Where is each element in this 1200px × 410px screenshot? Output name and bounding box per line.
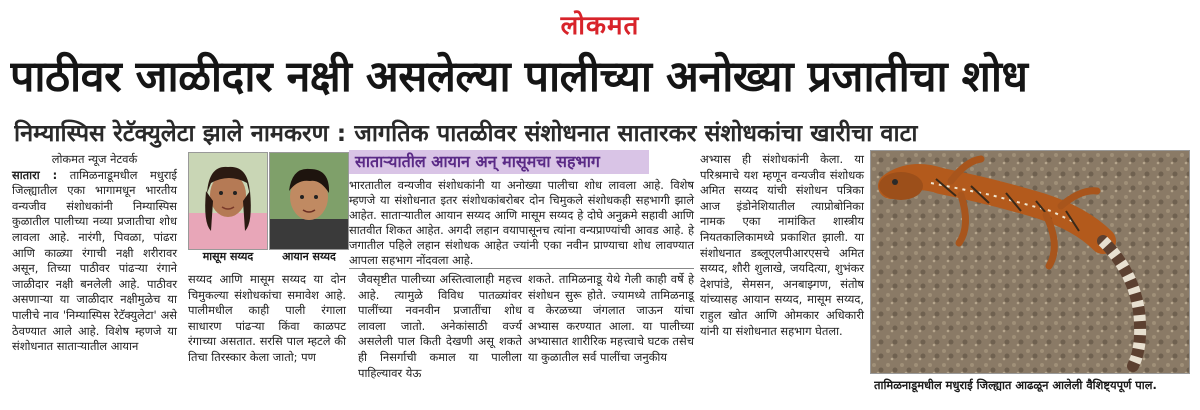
- article-column-5: अभ्यास ही संशोधकांनी केला. या परिश्रमाचे यश म्हणून वन्यजीव संशोधक अमित सय्यद यांची संशोधन पत्रिका आज इंडोनेशियातील त्याप्रोबोनिका नामक एका नामांकित शास्त्रीय नियतकालिकामध्ये प्रकाशित झाली. या संशोधनात डब्लूएलपीआरएसचे अमित सय्यद, शौरी शुलाखे, जयदित्या, शुभंकर देशपांडे, सेमसन, अनबाझ्गण, संतोष यांच्यासह आयान सय्यद, मासूम सय्यद, राहुल खोत आणि ओमकार अधिकारी यांनी या संशोधनात सहभाग घेतला.: [700, 152, 864, 338]
- photo-caption-masum: मासूम सय्यद: [202, 250, 254, 263]
- article-column-2: सय्यद आणि मासूम सय्यद या दोन चिमुकल्या संशोधकांचा समावेश आहे. पालीमधील काही पाली रंगाला साधारण पांढऱ्या किंवा काळपट रंगाच्या असतात. सरसि पाल म्हटले की तिचा तिरस्कार केला जातो; पण: [188, 272, 346, 364]
- masthead-logo: [0, 6, 1200, 42]
- portrait-masum-photo: [188, 152, 268, 250]
- sidebar-text: भारतातील वन्यजीव संशोधकांनी या अनोख्या पालीचा शोध लावला आहे. विशेष म्हणजे या संशोधनात इतर संशोधकांबरोबर दोन चिमुकले संशोधकही सहभागी झाले आहेत. साताऱ्यातील आयान सय्यद आणि मासूम सय्यद हे दोघे अनुक्रमे सहावी आणि सातवीत शिकत आहेत. अगदी लहान वयापासूनच त्यांना वन्यप्राण्यांची आवड आहे. हे जगातील पहिले लहान संशोधक आहेत ज्यांनी एका नवीन प्राण्याचा शोध लावण्यात आपला सहभाग नोंदवला आहे.: [349, 178, 694, 267]
- article-column-4: शकते. तामिळनाडू येथे गेली काही वर्षे हे संशोधन सुरू होते. ज्यामध्ये तामिळनाडू व केरळच्या जंगलात जाऊन यांचा अभ्यास करण्यात आला. या पालीच्या अभ्यासात शारीरिक महत्त्वाचे घटक तसेच या कुळातील सर्व पालींचा जनुकीय: [528, 272, 694, 364]
- headline: पाठीवर जाळीदार नक्षी असलेल्या पालीच्या अनोख्या प्रजातीचा शोध: [10, 52, 1028, 102]
- article-column-1: [12, 152, 177, 355]
- gecko-photo-caption: तामिळनाडूमधील मधुराई जिल्ह्यात आढळून आलेली वैशिष्ट्यपूर्ण पाल.: [874, 378, 1157, 392]
- subheadline: निम्यास्पिस रेटॅक्युलेटा झाले नामकरण : जागतिक पातळीवर संशोधनात सातारकर संशोधकांचा खारीचा वाटा: [14, 119, 918, 147]
- portrait-ayan-photo: [269, 152, 349, 250]
- photo-caption-ayan: आयान सय्यद: [282, 250, 336, 263]
- column-divider: [349, 268, 694, 269]
- byline: लोकमत न्यूज नेटवर्क: [51, 152, 138, 166]
- masthead-text: लोकमत: [560, 11, 640, 41]
- article-column-3: जैवसृष्टीत पालीच्या अस्तित्वालाही महत्त्व आहे. त्यामुळे विविध पातळ्यांवर पालींच्या नवनवीन प्रजातींचा शोध लावला जातो. अनेकांसाठी वर्ज्य असलेली पाल किती देखणी असू शकते ही निसर्गाची कमाल या पालीला पाहिल्यावर येऊ: [358, 272, 522, 380]
- column-1-paragraph: [12, 168, 177, 355]
- dateline: सातारा :: [12, 167, 58, 182]
- column-1-text: तामिळनाडूमधील मधुराई जिल्ह्यातील एका भागामधून भारतीय वन्यजीव संशोधकांनी निम्यास्पिस कुळातील पालीच्या नव्या प्रजातीचा शोध लावला आहे. नारंगी, पिवळा, पांढरा आणि काळ्या रंगाची नक्षी शरीरावर असून, तिच्या पाठीवर पांढऱ्या रंगाने जाळीदार नक्षी बनलेली आहे. पाठीवर असणाऱ्या या जाळीदार नक्षीमुळेच या पालीचे नाव 'निम्यास्पिस रेटॅक्युलेटा' असे ठेवण्यात आले आहे. विशेष म्हणजे या संशोधनात साताऱ्यातील आयान: [12, 167, 178, 354]
- sidebar-heading: साताऱ्यातील आयान अन् मासूमचा सहभाग: [349, 150, 649, 174]
- gecko-photo: [870, 150, 1190, 374]
